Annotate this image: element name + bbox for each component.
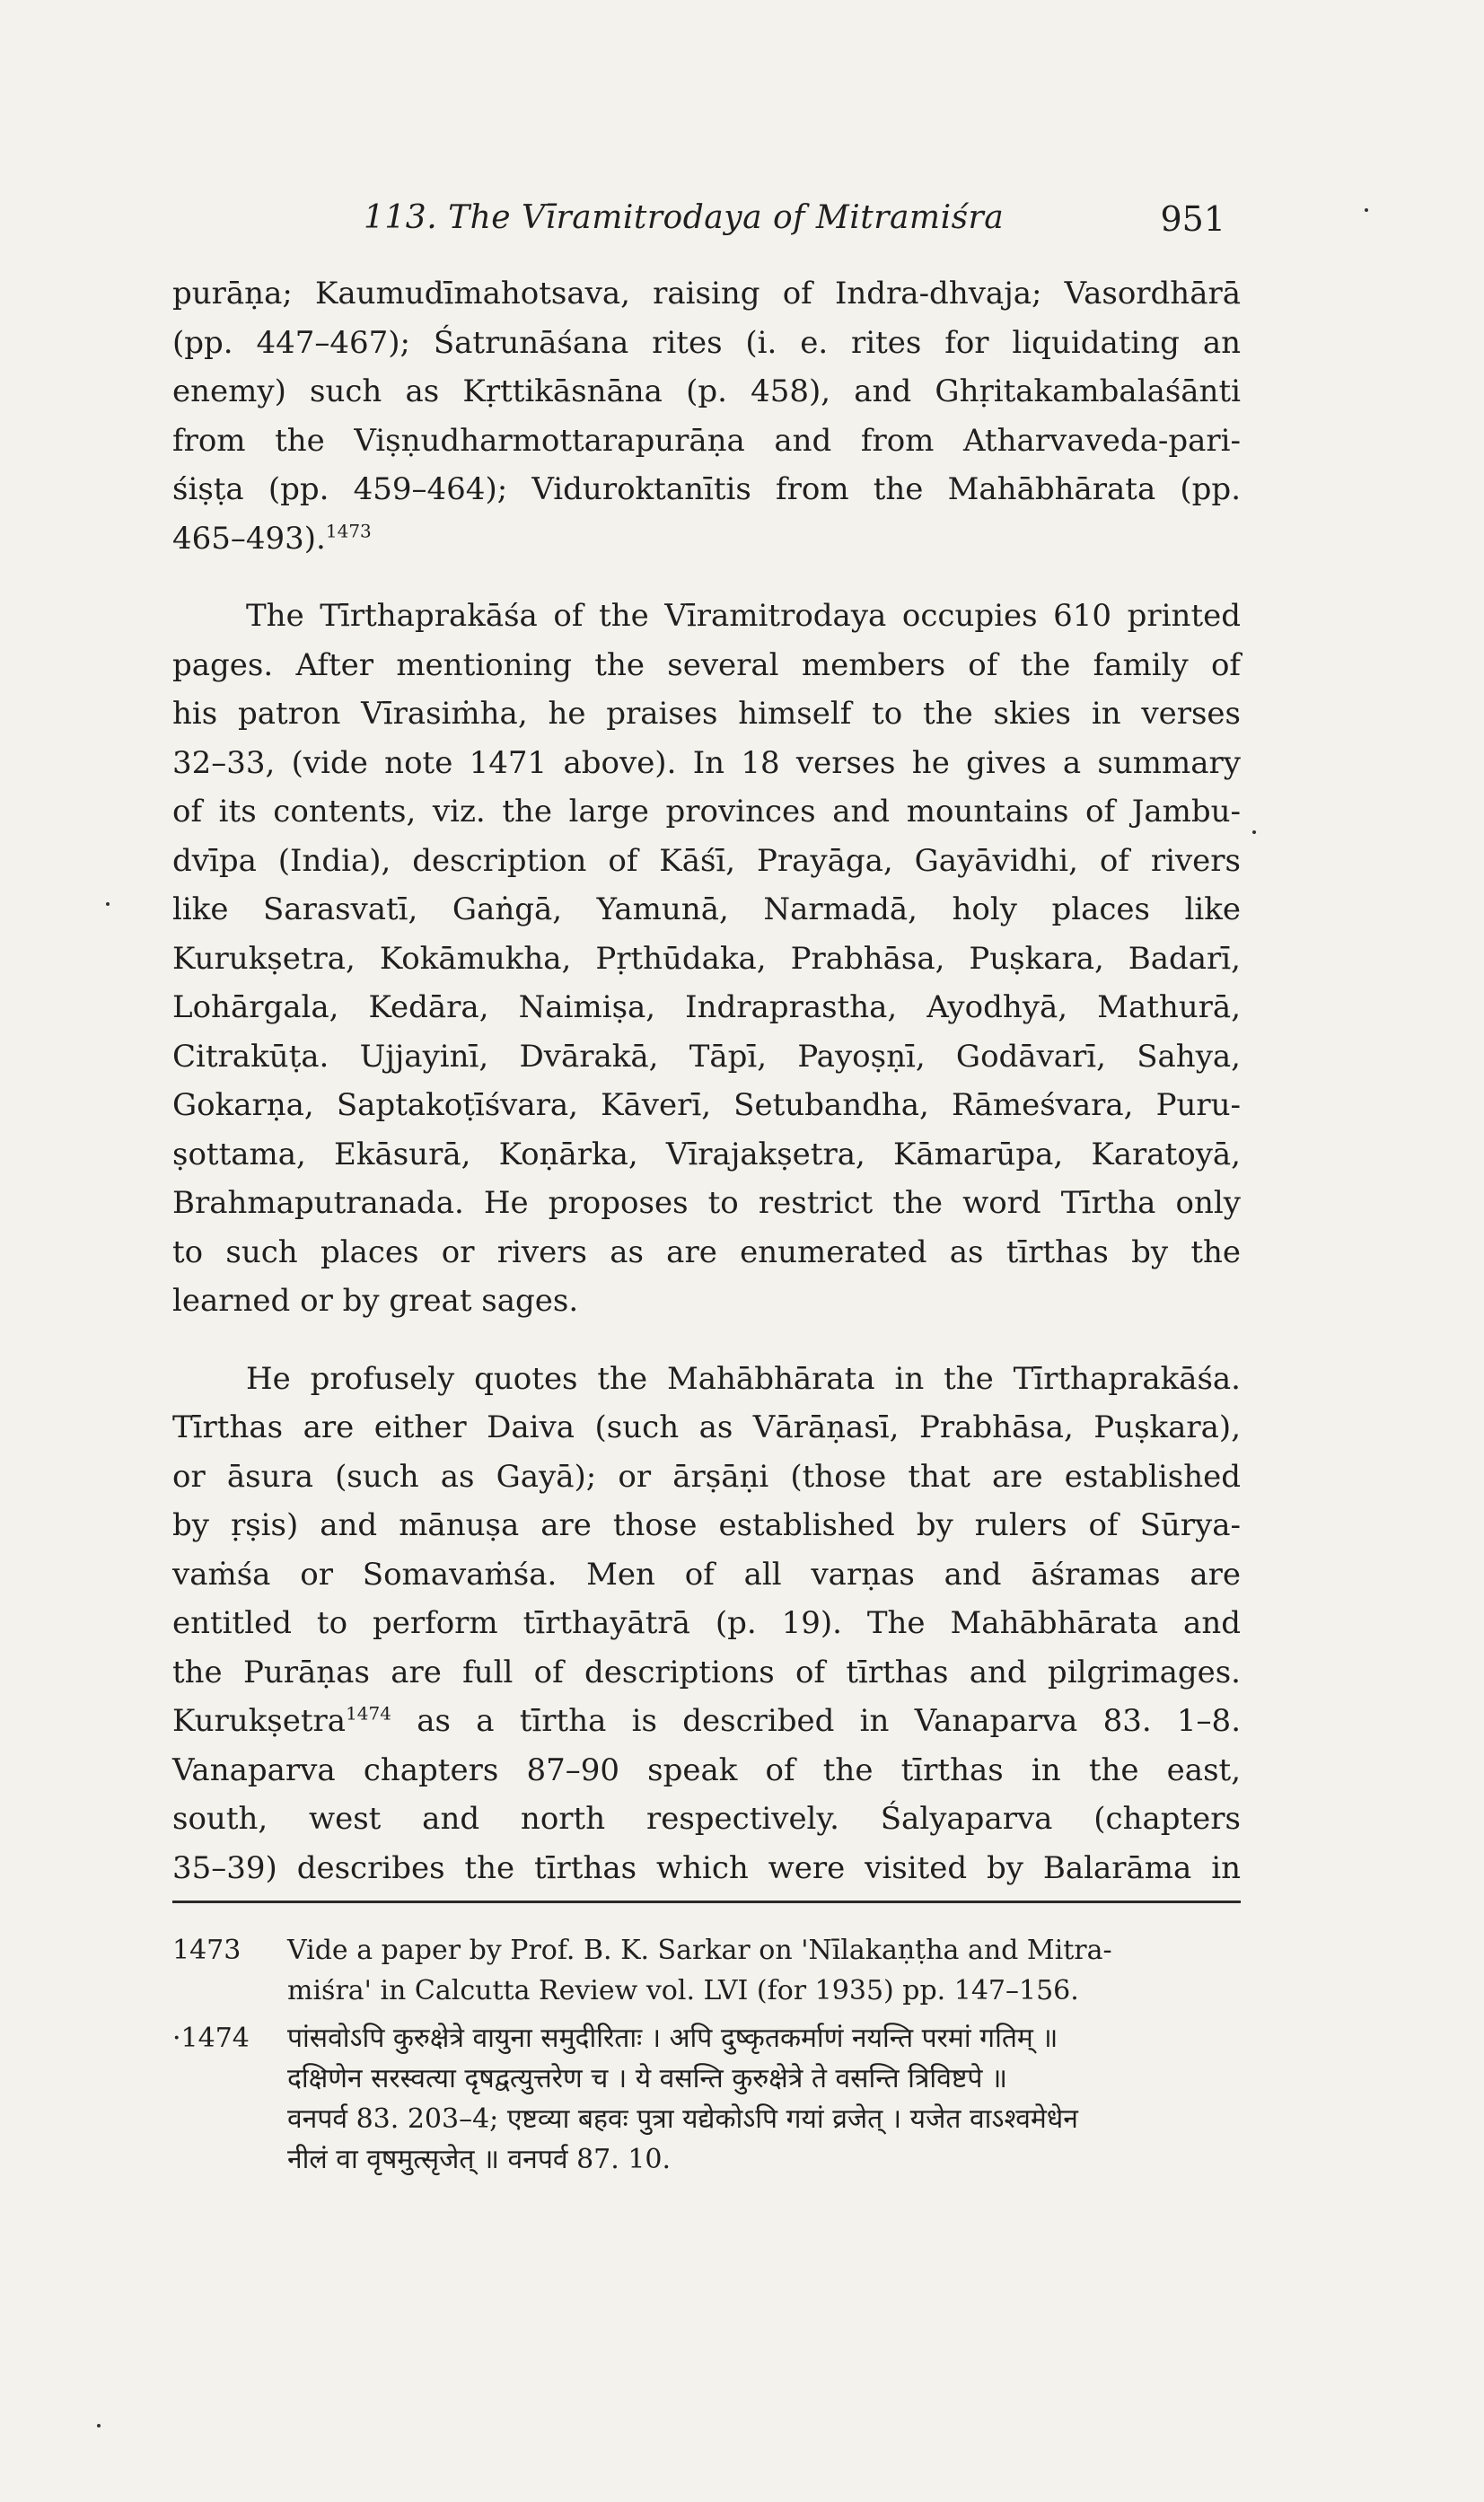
text-line: Brahmaputranada. He proposes to restrict the word Tīrtha only bbox=[172, 1185, 1241, 1221]
text-line: 32–33, (vide note 1471 above). In 18 verses he gives a summary bbox=[172, 744, 1241, 781]
footnote-ref: 1474 bbox=[346, 1702, 391, 1725]
text-line: south, west and north respectively. Śalyaparva (chapters bbox=[172, 1801, 1241, 1837]
footnote-line: वनपर्व 83. 203–4; एष्टव्या बहवः पुत्रा यद्येकोऽपि गयां व्रजेत् । यजेत वाऽश्वमेधेन bbox=[287, 2103, 1078, 2135]
text-line: enemy) such as Kṛttikāsnāna (p. 458), and Ghṛitakambalaśānti bbox=[172, 373, 1241, 409]
paragraph bbox=[172, 592, 1241, 1326]
text-line: from the Viṣṇudharmottarapurāṇa and from Atharvaveda-pari- bbox=[172, 422, 1241, 459]
text-line: Vanaparva chapters 87–90 speak of the tīrthas in the east, bbox=[172, 1751, 1241, 1788]
text-line: his patron Vīrasiṁha, he praises himself to the skies in verses bbox=[172, 696, 1241, 732]
text-line: ṣottama, Ekāsurā, Koṇārka, Vīrajakṣetra, Kāmarūpa, Karatoyā, bbox=[172, 1136, 1241, 1172]
footnote-line: miśra' in Calcutta Review vol. LVI (for 1935) pp. 147–156. bbox=[287, 1975, 1079, 2006]
text-line: śiṣṭa (pp. 459–464); Viduroktanītis from the Mahābhārata (pp. bbox=[172, 471, 1241, 507]
page-number: 951 bbox=[1160, 199, 1225, 239]
running-header bbox=[175, 199, 1243, 244]
print-speck bbox=[97, 2424, 101, 2427]
text-line: by ṛṣis) and mānuṣa are those established by rulers of Sūrya- bbox=[172, 1507, 1241, 1543]
paragraph bbox=[172, 1355, 1241, 1893]
footnotes bbox=[172, 1930, 1241, 2187]
text-line: purāṇa; Kaumudīmahotsava, raising of Indra-dhvaja; Vasordhārā bbox=[172, 276, 1241, 312]
footnote-line: दक्षिणेन सरस्वत्या दृषद्वत्युत्तरेण च । ये वसन्ति कुरुक्षेत्रे ते वसन्ति त्रिविष्टपे ॥ bbox=[287, 2063, 1007, 2094]
text-line: The Tīrthaprakāśa of the Vīramitrodaya occupies 610 printed bbox=[246, 598, 1241, 634]
chapter-title: 113. The Vīramitrodaya of Mitramiśra bbox=[364, 199, 1005, 236]
text-line: Tīrthas are either Daiva (such as Vārāṇasī, Prabhāsa, Puṣkara), bbox=[172, 1409, 1241, 1445]
footnote-ref: 1473 bbox=[325, 520, 372, 542]
text-line: Citrakūṭa. Ujjayinī, Dvārakā, Tāpī, Payoṣṇī, Godāvarī, Sahya, bbox=[172, 1038, 1241, 1075]
footnote bbox=[172, 1930, 1241, 2011]
text-line: He profusely quotes the Mahābhārata in the Tīrthaprakāśa. bbox=[246, 1360, 1241, 1397]
text-line: vaṁśa or Somavaṁśa. Men of all varṇas and āśramas are bbox=[172, 1556, 1241, 1593]
print-speck bbox=[1252, 830, 1256, 834]
main-text bbox=[172, 269, 1241, 1892]
text-line: of its contents, viz. the large provinces and mountains of Jambu- bbox=[172, 794, 1241, 830]
text-line bbox=[172, 1697, 1241, 1746]
footnote-line: पांसवोऽपि कुरुक्षेत्रे वायुना समुदीरिताः । अपि दुष्कृतकर्माणं नयन्ति परमां गतिम् ॥ bbox=[287, 2023, 1058, 2054]
text-line: learned or by great sages. bbox=[172, 1283, 579, 1319]
text-line: pages. After mentioning the several members of the family of bbox=[172, 646, 1241, 683]
text-line: or āsura (such as Gayā); or ārṣāṇi (those that are established bbox=[172, 1458, 1241, 1495]
print-speck bbox=[1365, 208, 1368, 212]
text-line: Gokarṇa, Saptakoṭīśvara, Kāverī, Setubandha, Rāmeśvara, Puru- bbox=[172, 1087, 1241, 1123]
text-line: dvīpa (India), description of Kāśī, Prayāga, Gayāvidhi, of rivers bbox=[172, 842, 1241, 879]
footnote-divider bbox=[172, 1901, 1241, 1903]
kurukshetra-word: Kurukṣetra bbox=[172, 1703, 347, 1739]
footnote-number: ·1474 bbox=[172, 2023, 250, 2054]
text-fragment: as a tīrtha is described in Vanaparva 83. 1–8. bbox=[391, 1703, 1241, 1739]
footnote-line: नीलं वा वृषमुत्सृजेत् ॥ वनपर्व 87. 10. bbox=[287, 2144, 672, 2175]
text-line: 465–493).$^{1473}$ bbox=[172, 520, 372, 557]
text-line: to such places or rivers as are enumerated as tīrthas by the bbox=[172, 1233, 1241, 1270]
text-line: (pp. 447–467); Śatrunāśana rites (i. e. rites for liquidating an bbox=[172, 324, 1241, 361]
text-line: Kurukṣetra, Kokāmukha, Pṛthūdaka, Prabhāsa, Puṣkara, Badarī, bbox=[172, 940, 1241, 977]
footnote-line: Vide a paper by Prof. B. K. Sarkar on 'Nīlakaṇṭha and Mitra- bbox=[287, 1935, 1112, 1966]
text-line: Lohārgala, Kedāra, Naimiṣa, Indraprastha, Ayodhyā, Mathurā, bbox=[172, 989, 1241, 1025]
footnote bbox=[172, 2018, 1241, 2180]
text-line: 35–39) describes the tīrthas which were visited by Balarāma in bbox=[172, 1849, 1241, 1886]
text-line: like Sarasvatī, Gaṅgā, Yamunā, Narmadā, holy places like bbox=[172, 891, 1241, 927]
print-speck bbox=[106, 902, 110, 906]
text-line: the Purāṇas are full of descriptions of tīrthas and pilgrimages. bbox=[172, 1654, 1241, 1690]
paragraph bbox=[172, 269, 1241, 563]
footnote-number: 1473 bbox=[172, 1935, 241, 1966]
text-line: entitled to perform tīrthayātrā (p. 19). The Mahābhārata and bbox=[172, 1605, 1241, 1641]
